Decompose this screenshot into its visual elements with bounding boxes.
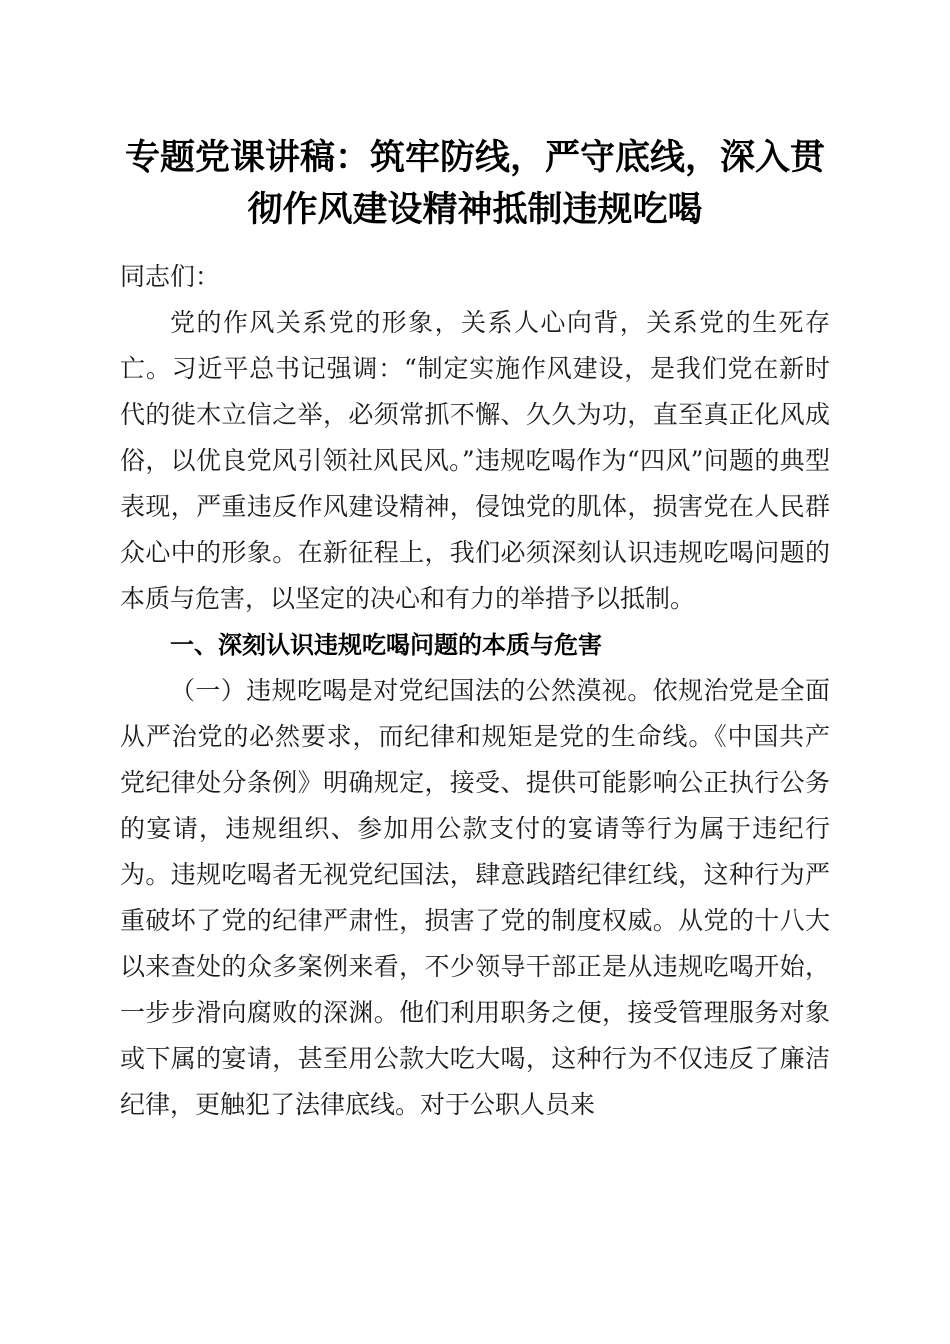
salutation: 同志们：: [120, 262, 221, 291]
intro-paragraph: 党的作风关系党的形象，关系人心向背，关系党的生死存亡。习近平总书记强调：“制定实施作风建设，是我们党在新时代的徙木立信之举，必须常抓不懈、久久为功，直至真正化风成俗，以优良党风引领社风民风。”违规吃喝作为“四风”问题的典型表现，严重违反作风建设精神，侵蚀党的肌体，损害党在人民群众心中的形象。在新征程上，我们必须深刻认识违规吃喝问题的本质与危害，以坚定的决心和有力的举措予以抵制。: [120, 308, 830, 613]
title-line-1: 专题党课讲稿：筑牢防线，严守底线，深入贯: [124, 137, 825, 178]
subsection-paragraph: （一）违规吃喝是对党纪国法的公然漠视。依规治党是全面从严治党的必然要求，而纪律和规矩是党的生命线。《中国共产党纪律处分条例》明确规定，接受、提供可能影响公正执行公务的宴请，违规组织、参加用公款支付的宴请等行为属于违纪行为。违规吃喝者无视党纪国法，肆意践踏纪律红线，这种行为严重破坏了党的纪律严肃性，损害了党的制度权威。从党的十八大以来查处的众多案例来看，不少领导干部正是从违规吃喝开始，一步步滑向腐败的深渊。他们利用职务之便，接受管理服务对象或下属的宴请，甚至用公款大吃大喝，这种行为不仅违反了廉洁纪律，更触犯了法律底线。对于公职人员来: [120, 676, 830, 1119]
title-line-2: 彻作风建设精神抵制违规吃喝: [247, 189, 703, 230]
document-body: [120, 254, 830, 1128]
section-heading: 一、深刻认识违规吃喝问题的本质与危害: [170, 631, 602, 659]
document-title: [100, 132, 850, 236]
